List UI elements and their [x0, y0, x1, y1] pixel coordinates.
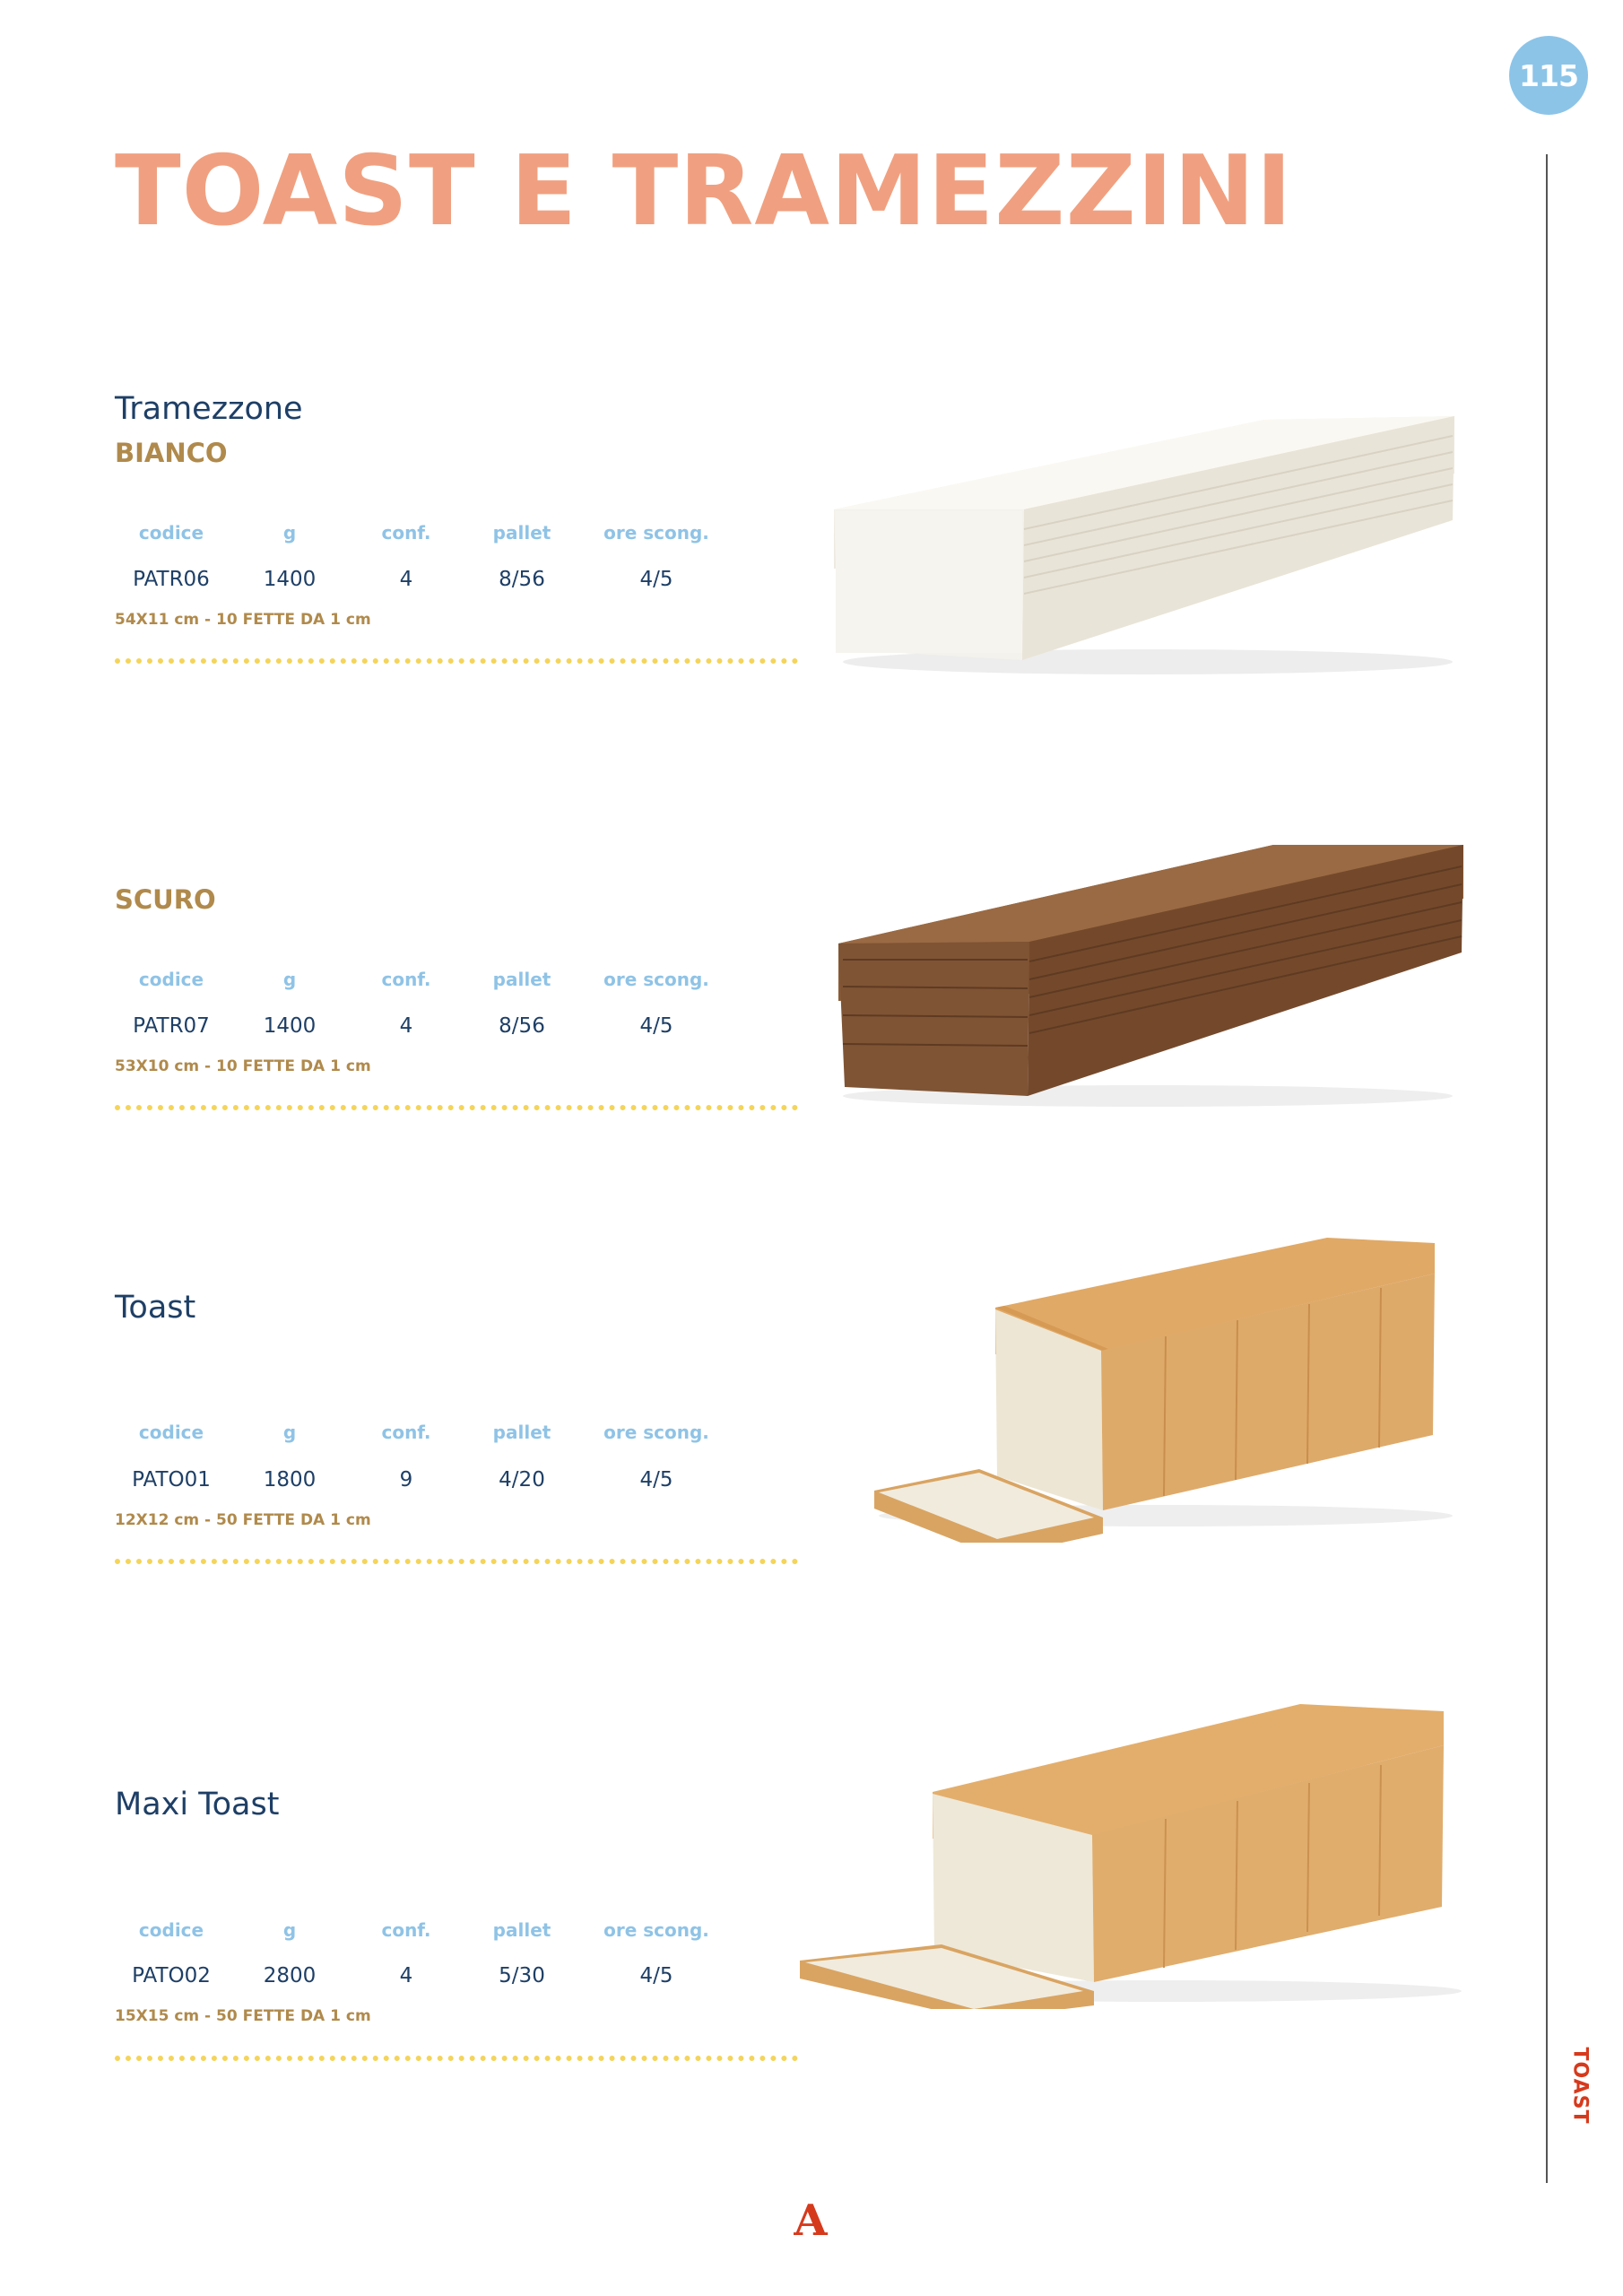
- value-codice: PATR06: [133, 568, 210, 591]
- product-variant: SCURO: [115, 884, 216, 915]
- value-ore-scong: 4/5: [639, 568, 673, 591]
- product-toast: [115, 1274, 805, 1578]
- product-tramezzone-bianco: [115, 377, 805, 700]
- header-conf: conf.: [381, 522, 431, 544]
- product-note: 12X12 cm - 50 FETTE DA 1 cm: [115, 1511, 371, 1529]
- product-name: Tramezzone: [115, 391, 303, 427]
- product-values-row: [115, 568, 760, 595]
- value-ore-scong: 4/5: [639, 1964, 673, 1987]
- value-pallet: 8/56: [499, 568, 545, 591]
- value-codice: PATO01: [132, 1468, 211, 1492]
- column-headers: [115, 1919, 760, 1946]
- header-ore-scong: ore scong.: [603, 969, 709, 990]
- product-variant: BIANCO: [115, 438, 228, 468]
- dotted-separator: [115, 1105, 798, 1110]
- product-note: 15X15 cm - 50 FETTE DA 1 cm: [115, 2007, 371, 2025]
- page-title: TOAST E TRAMEZZINI: [115, 135, 1293, 248]
- value-g: 1400: [263, 1014, 317, 1038]
- value-conf: 4: [399, 568, 413, 591]
- product-image-maxi-toast-loaf: [789, 1686, 1471, 2009]
- dotted-separator: [115, 2056, 798, 2061]
- product-image-brown-loaf: [789, 825, 1471, 1148]
- header-conf: conf.: [381, 969, 431, 990]
- product-values-row: [115, 1964, 760, 1991]
- header-codice: codice: [138, 522, 204, 544]
- value-g: 2800: [263, 1964, 317, 1987]
- value-g: 1400: [263, 568, 317, 591]
- brand-logo-letter: A: [794, 2196, 828, 2246]
- product-values-row: [115, 1014, 760, 1041]
- value-pallet: 5/30: [499, 1964, 545, 1987]
- product-image-white-loaf: [789, 377, 1471, 700]
- header-ore-scong: ore scong.: [603, 522, 709, 544]
- header-codice: codice: [138, 1919, 204, 1941]
- brand-logo: [785, 2192, 836, 2249]
- page-number: 115: [1519, 57, 1578, 93]
- value-conf: 4: [399, 1014, 413, 1038]
- value-codice: PATR07: [133, 1014, 210, 1038]
- value-ore-scong: 4/5: [639, 1014, 673, 1038]
- header-conf: conf.: [381, 1422, 431, 1443]
- header-g: g: [282, 1422, 297, 1443]
- header-g: g: [282, 969, 297, 990]
- value-g: 1800: [263, 1468, 317, 1492]
- value-conf: 4: [399, 1964, 413, 1987]
- column-headers: [115, 1422, 760, 1448]
- header-ore-scong: ore scong.: [603, 1422, 709, 1443]
- page-number-badge: [1509, 36, 1588, 115]
- header-pallet: pallet: [492, 1919, 551, 1941]
- header-g: g: [282, 1919, 297, 1941]
- product-values-row: [115, 1468, 760, 1495]
- dotted-separator: [115, 1559, 798, 1564]
- product-note: 54X11 cm - 10 FETTE DA 1 cm: [115, 611, 371, 629]
- dotted-separator: [115, 658, 798, 664]
- header-g: g: [282, 522, 297, 544]
- product-note: 53X10 cm - 10 FETTE DA 1 cm: [115, 1057, 371, 1075]
- value-pallet: 8/56: [499, 1014, 545, 1038]
- product-tramezzone-scuro: [115, 834, 805, 1139]
- product-name: Maxi Toast: [115, 1787, 280, 1822]
- header-codice: codice: [138, 969, 204, 990]
- value-pallet: 4/20: [499, 1468, 545, 1492]
- value-codice: PATO02: [132, 1964, 211, 1987]
- side-label-text: TOAST: [1568, 2047, 1592, 2124]
- header-pallet: pallet: [492, 969, 551, 990]
- value-ore-scong: 4/5: [639, 1468, 673, 1492]
- value-conf: 9: [399, 1468, 413, 1492]
- product-maxi-toast: [115, 1776, 805, 2081]
- vertical-divider: [1546, 154, 1548, 2183]
- section-side-label: [1570, 2036, 1590, 2135]
- header-ore-scong: ore scong.: [603, 1919, 709, 1941]
- column-headers: [115, 522, 760, 549]
- product-name: Toast: [115, 1290, 196, 1326]
- header-pallet: pallet: [492, 1422, 551, 1443]
- header-conf: conf.: [381, 1919, 431, 1941]
- header-pallet: pallet: [492, 522, 551, 544]
- header-codice: codice: [138, 1422, 204, 1443]
- column-headers: [115, 969, 760, 996]
- product-image-toast-loaf: [789, 1220, 1471, 1543]
